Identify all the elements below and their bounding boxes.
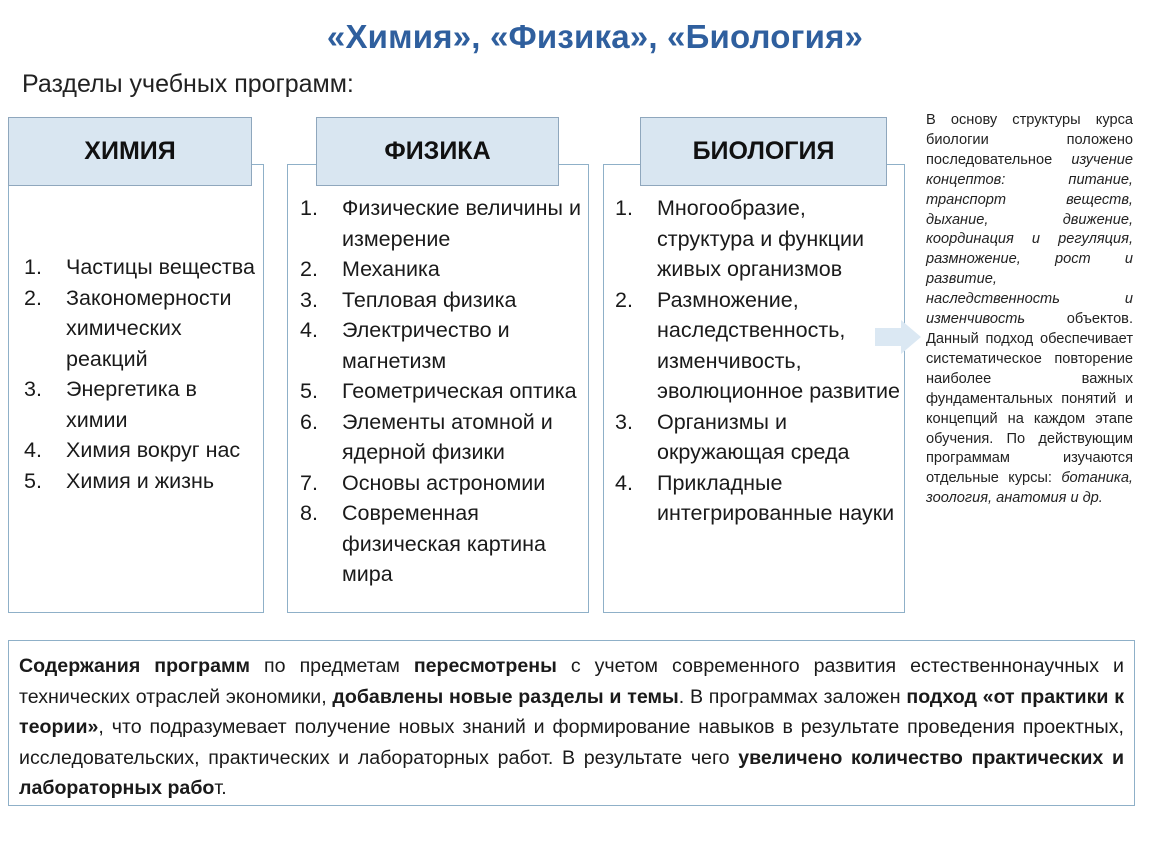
list-item: 4. Прикладные интегрированные науки [615,470,895,525]
biology-list [615,193,904,529]
list-item: 7. Основы астрономии [300,470,546,495]
list-item: 4. Химия вокруг нас [24,438,241,462]
list-item: 1. Многообразие, структура и функции живых организмов [615,196,864,281]
list-item: 8. Современная физическая картина мира [300,501,546,586]
side-note: В основу структуры курса биологии положено последовательное изучение концептов: питание, транспорт веществ, дыхание, движение, координация и регуляция, размножение, рост и развитие, наследственность и изменчивость объектов. Данный подход обеспечивает систематическое повторение наиболее важных фундаментальных понятий и концепций на каждом этапе обучения. По действующим программам изучаются отдельные курсы: ботаника, зоология, анатомия и др. [926,112,1133,507]
list-item: 2. Механика [300,257,440,281]
list-item-text: Организмы и окружающая среда [657,409,850,464]
physics-header: ФИЗИКА [316,117,559,186]
list-item: 3. Тепловая физика [300,287,517,312]
list-item-text: Химия и жизнь [66,468,215,493]
chemistry-card [8,164,264,613]
list-item: 2. Размножение, наследственность, изменчивость, эволюционное развитие [615,287,900,403]
page-title: «Химия», «Физика», «Биология» [326,18,864,55]
list-item-text: Размножение, наследственность, изменчивость, эволюционное развитие [657,287,900,403]
list-item-text: Элементы атомной и ядерной физики [342,409,553,464]
chemistry-list [24,252,259,496]
list-item-text: Многообразие, структура и функции живых организмов [657,196,864,281]
biology-card [603,164,905,613]
physics-card [287,164,589,613]
page-subtitle: Разделы учебных программ: [22,70,354,98]
list-item: 2. Закономерности химических реакций [24,285,232,371]
chemistry-header: ХИМИЯ [8,117,252,186]
list-item-text: Частицы вещества [66,255,255,279]
summary-box: Содержания программ по предметам пересмотрены с учетом современного развития естественнонаучных и технических отраслей экономики, добавлены новые разделы и темы. В программах заложен подход «от практики к теории», что подразумевает получение новых знаний и формирование навыков в результате проведения проектных, исследовательских, практических и лабораторных работ. В результате чего увеличено количество практических и лабораторных работ. [8,640,1135,806]
list-item-text: Закономерности химических реакций [66,285,232,371]
biology-header: БИОЛОГИЯ [640,117,887,186]
list-item: 1. Физические величины и измерение [300,196,581,251]
list-item-text: Прикладные интегрированные науки [657,470,895,525]
list-item-text: Химия вокруг нас [66,438,241,462]
list-item-text: Электричество и магнетизм [342,318,510,373]
list-item-text: Основы астрономии [342,470,546,495]
list-item-text: Физические величины и измерение [342,196,581,251]
list-item: 6. Элементы атомной и ядерной физики [300,409,553,464]
list-item: 3. Энергетика в химии [24,377,197,432]
list-item-text: Механика [342,257,440,281]
list-item: 4. Электричество и магнетизм [300,318,510,373]
list-item: 5. Геометрическая оптика [300,379,577,403]
list-item: 1. Частицы вещества [24,255,255,279]
list-item: 3. Организмы и окружающая среда [615,409,850,464]
arrow-right-icon [873,318,923,356]
list-item: 5. Химия и жизнь [24,468,215,493]
list-item-text: Энергетика в химии [66,377,197,432]
physics-list [300,193,588,590]
list-item-text: Геометрическая оптика [342,379,577,403]
list-item-text: Современная физическая картина мира [342,501,546,586]
list-item-text: Тепловая физика [342,287,517,312]
